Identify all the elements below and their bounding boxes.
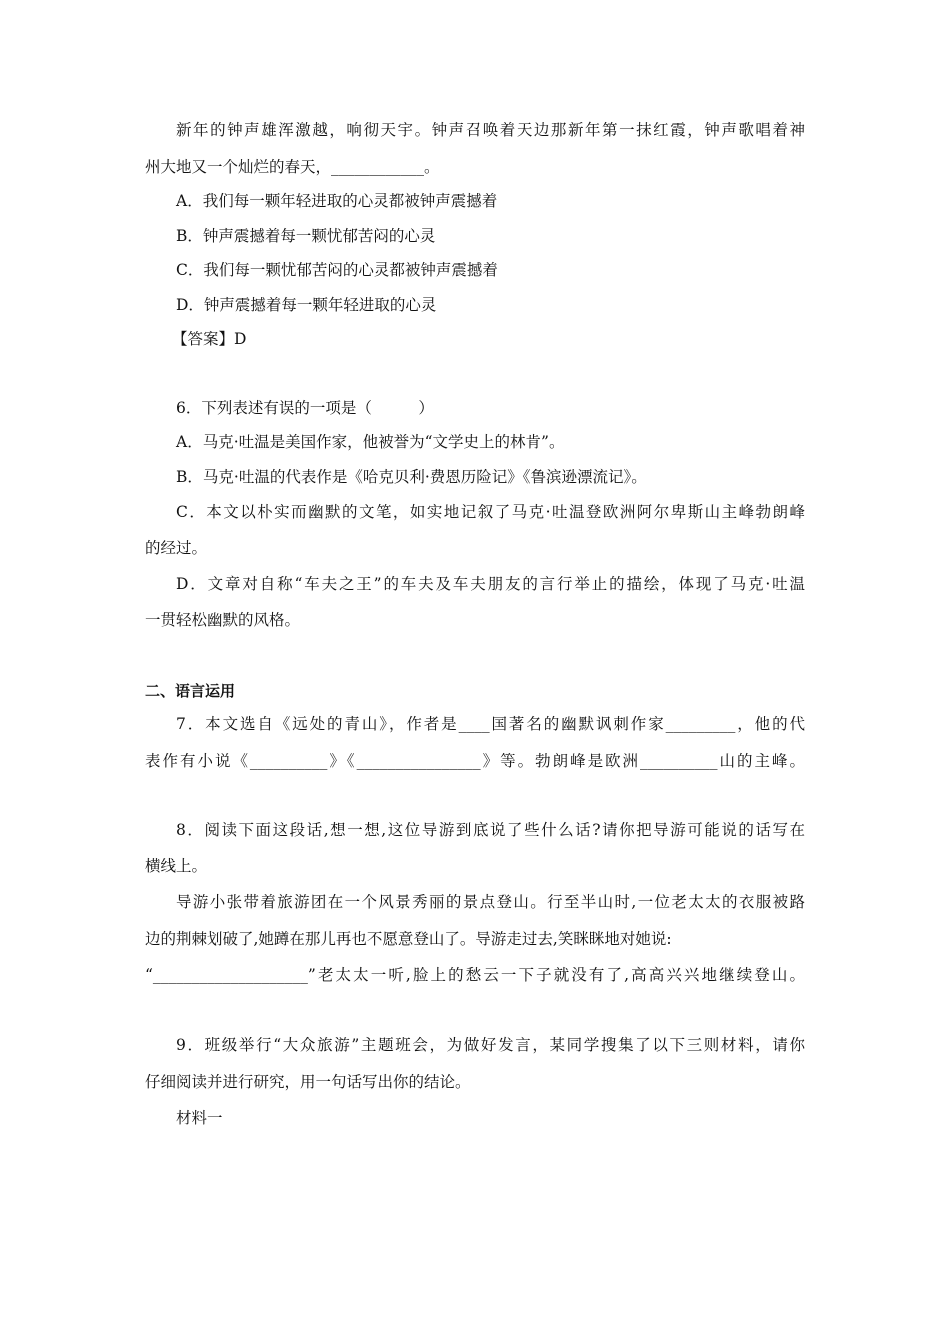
q9-material1-label: 材料一 [176,1109,223,1127]
q5-stem-line1: 新年的钟声雄浑激越，响彻天宇。钟声召唤着天边那新年第一抹红霞，钟声歌唱着神 [176,121,805,139]
q5-stem-line2: 州大地又一个灿烂的春天，____________。 [145,158,440,176]
q7-line1: 7．本文选自《远处的青山》，作者是____国著名的幽默讽刺作家_________，他的代 [176,715,805,733]
q8-line1: 8．阅读下面这段话,想一想,这位导游到底说了些什么话?请你把导游可能说的话写在 [176,821,805,839]
q8-line2: 横线上。 [145,857,208,875]
section-heading: 二、语言运用 [145,682,236,700]
q6-option-c-line1: C．本文以朴实而幽默的文笔，如实地记叙了马克·吐温登欧洲阿尔卑斯山主峰勃朗峰 [176,503,805,521]
q5-option-c: C．我们每一颗忧郁苦闷的心灵都被钟声震撼着 [176,261,498,279]
q7-line2: 表作有小说《__________》《________________》等。勃朗峰是欧洲__________山的主峰。 [145,752,805,770]
q5-option-d: D．钟声震撼着每一颗年轻进取的心灵 [176,296,437,314]
q9-line2: 仔细阅读并进行研究，用一句话写出你的结论。 [145,1073,471,1091]
q6-option-c-line2: 的经过。 [145,539,208,557]
q5-answer: 【答案】D [172,330,247,348]
q6-option-a: A．马克·吐温是美国作家，他被誉为“文学史上的林肯”。 [176,433,565,451]
q8-passage-line2: 边的荆棘划破了,她蹲在那儿再也不愿意登山了。导游走过去,笑眯眯地对她说: [145,930,672,948]
q8-passage-line1: 导游小张带着旅游团在一个风景秀丽的景点登山。行至半山时,一位老太太的衣服被路 [176,893,805,911]
q6-option-d-line1: D．文章对自称“车夫之王”的车夫及车夫朋友的言行举止的描绘，体现了马克·吐温 [176,575,805,593]
q6-option-b: B．马克·吐温的代表作是《哈克贝利·费恩历险记》《鲁滨逊漂流记》。 [176,468,647,486]
q6-option-d-line2: 一贯轻松幽默的风格。 [145,611,301,629]
q6-stem: 6．下列表述有误的一项是（ ） [176,399,434,417]
q8-passage-line3: “____________________”老太太一听,脸上的愁云一下子就没有了,高高兴兴地继续登山。 [145,966,805,984]
q9-line1: 9．班级举行“大众旅游”主题班会，为做好发言，某同学搜集了以下三则材料，请你 [176,1036,805,1054]
q5-option-b: B．钟声震撼着每一颗忧郁苦闷的心灵 [176,227,436,245]
q5-option-a: A．我们每一颗年轻进取的心灵都被钟声震撼着 [176,192,498,210]
